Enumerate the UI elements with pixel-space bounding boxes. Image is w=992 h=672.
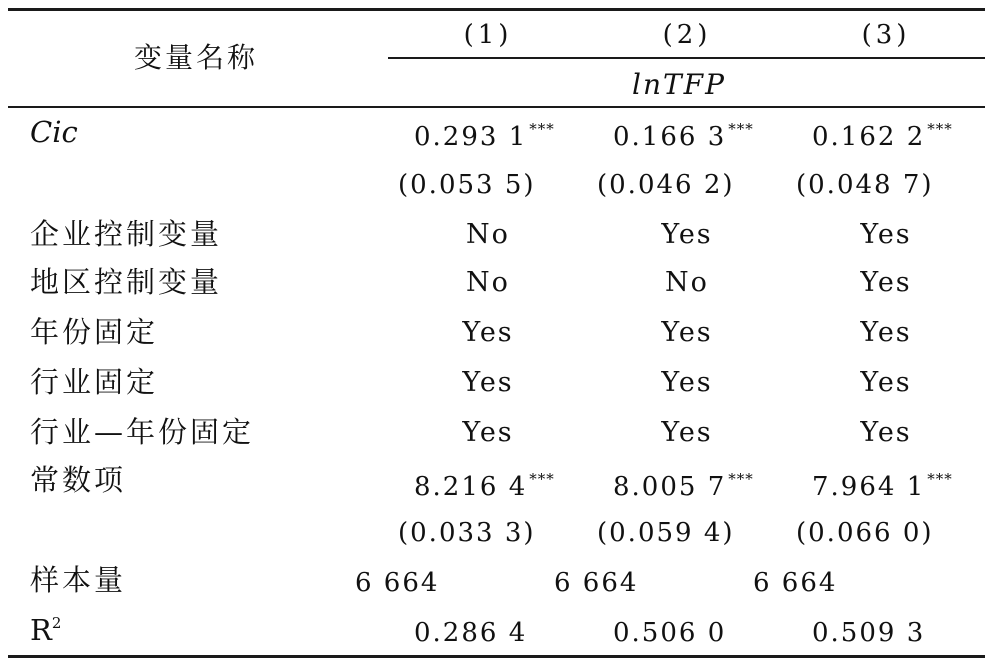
row-label-year-fe: 年份固定 bbox=[30, 315, 159, 349]
row-label-industry-fe: 行业固定 bbox=[30, 365, 159, 399]
year-fe-2: Yes bbox=[661, 317, 713, 348]
cic-coef-3: 0.162 2 *** bbox=[812, 120, 953, 152]
firm-controls-3: Yes bbox=[860, 219, 912, 250]
header-rule bbox=[8, 106, 985, 108]
cic-coef-2: 0.166 3 *** bbox=[613, 120, 754, 152]
industry-year-fe-2: Yes bbox=[661, 417, 713, 448]
year-fe-1: Yes bbox=[462, 317, 514, 348]
constant-se-1: (0.033 3) bbox=[398, 518, 536, 548]
bottom-rule bbox=[8, 655, 985, 658]
industry-fe-1: Yes bbox=[462, 367, 514, 398]
column-header-2: (2) bbox=[662, 20, 712, 50]
row-label-industry-year-fe: 行业—年份固定 bbox=[30, 415, 255, 449]
header-variable-name: 变量名称 bbox=[134, 41, 259, 74]
year-fe-3: Yes bbox=[860, 317, 912, 348]
constant-coef-1: 8.216 4 *** bbox=[414, 470, 555, 502]
region-controls-3: Yes bbox=[860, 267, 912, 298]
row-label-r-squared: $R^2$ bbox=[30, 613, 62, 647]
sample-size-3: 6 664 bbox=[753, 568, 838, 598]
row-label-region-controls: 地区控制变量 bbox=[30, 265, 223, 299]
cic-se-2: (0.046 2) bbox=[597, 170, 735, 200]
sample-size-2: 6 664 bbox=[554, 568, 639, 598]
header-sub-rule bbox=[388, 57, 985, 59]
region-controls-2: No bbox=[665, 267, 709, 298]
cic-se-1: (0.053 5) bbox=[398, 170, 536, 200]
row-label-firm-controls: 企业控制变量 bbox=[30, 217, 223, 251]
industry-fe-3: Yes bbox=[860, 367, 912, 398]
constant-se-3: (0.066 0) bbox=[796, 518, 934, 548]
constant-se-2: (0.059 4) bbox=[597, 518, 735, 548]
constant-coef-3: 7.964 1 *** bbox=[812, 470, 953, 502]
r-squared-1: 0.286 4 bbox=[414, 618, 528, 648]
constant-coef-2: 8.005 7 *** bbox=[613, 470, 754, 502]
row-label-constant: 常数项 bbox=[30, 463, 127, 497]
r-squared-3: 0.509 3 bbox=[812, 618, 926, 648]
industry-year-fe-3: Yes bbox=[860, 417, 912, 448]
row-label-sample-size: 样本量 bbox=[30, 563, 127, 597]
firm-controls-2: Yes bbox=[661, 219, 713, 250]
column-header-1: (1) bbox=[463, 20, 513, 50]
top-rule bbox=[8, 8, 985, 11]
cic-se-3: (0.048 7) bbox=[796, 170, 934, 200]
industry-year-fe-1: Yes bbox=[462, 417, 514, 448]
cic-coef-1: 0.293 1 *** bbox=[414, 120, 555, 152]
column-header-3: (3) bbox=[861, 20, 911, 50]
r-squared-2: 0.506 0 bbox=[613, 618, 727, 648]
region-controls-1: No bbox=[466, 267, 510, 298]
row-label-cic: Cic bbox=[30, 115, 78, 149]
sample-size-1: 6 664 bbox=[355, 568, 440, 598]
dependent-variable-label: lnTFP bbox=[632, 68, 726, 101]
industry-fe-2: Yes bbox=[661, 367, 713, 398]
firm-controls-1: No bbox=[466, 219, 510, 250]
